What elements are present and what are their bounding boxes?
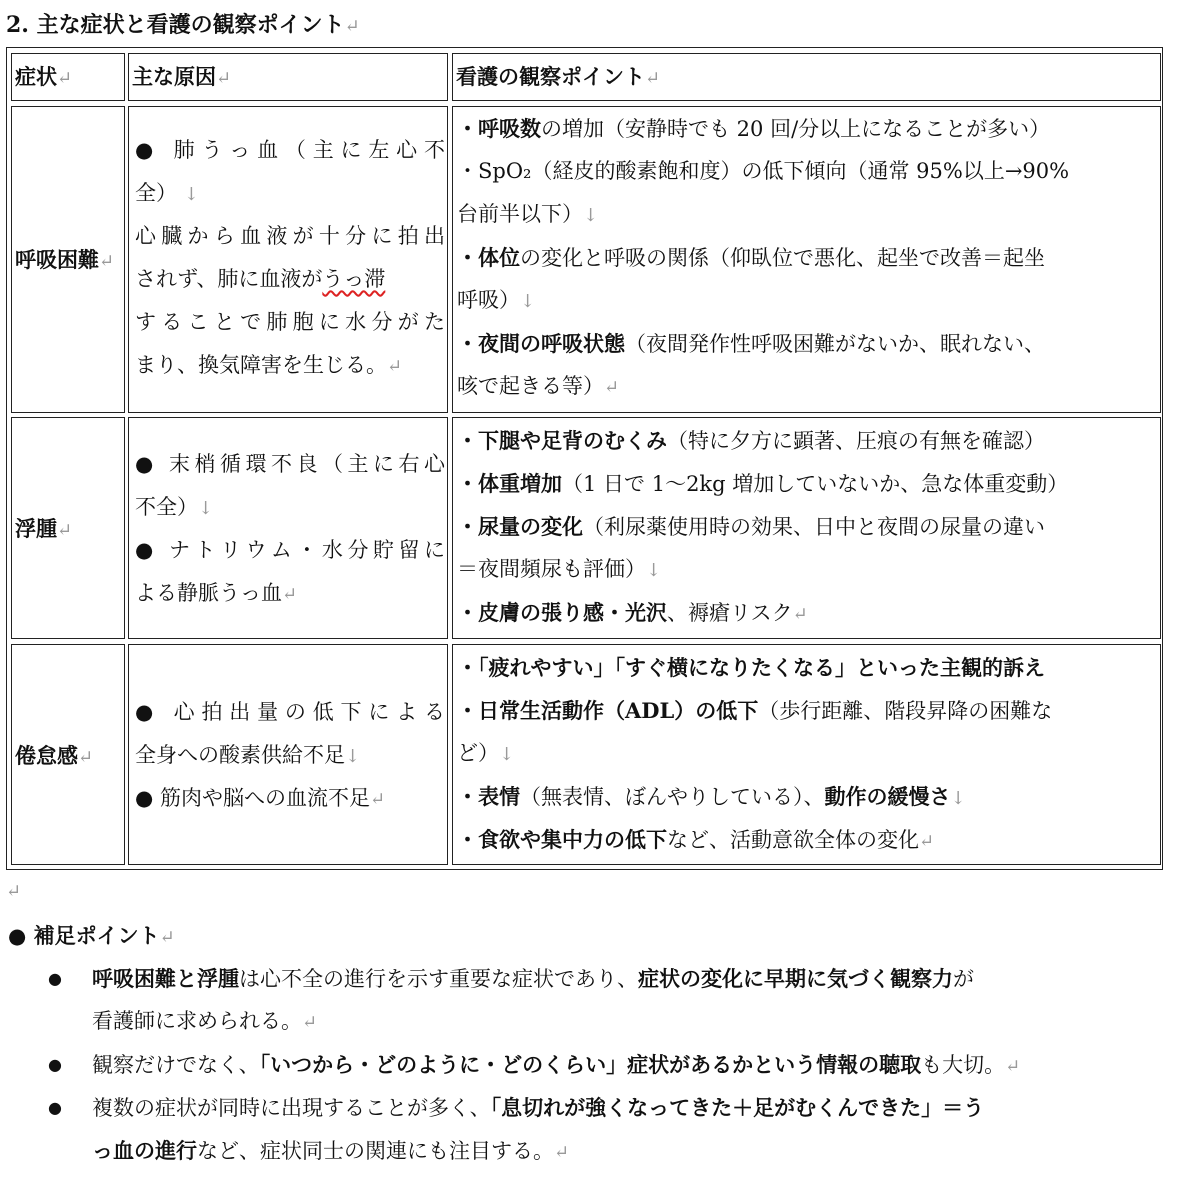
header-observation: 看護の観察ポイント↵	[452, 53, 1161, 101]
supplementary-heading: ● 補足ポイント↵	[8, 923, 175, 948]
table-row-cause: ● 肺うっ血（主に左心不 全） ↓ 心臓から血液が十分に拍出 されず、肺に血液がうっ滞 することで肺胞に水分がた まり、換気障害を生じる。↵	[128, 106, 448, 413]
table-row-cause: ● 末梢循環不良（主に右心 不全）↓ ● ナトリウム・水分貯留に よる静脈うっ血↵	[128, 417, 448, 639]
table-row-observation: ・呼吸数の増加（安静時でも 20 回/分以上になることが多い） ・SpO₂（経皮的酸素飽和度）の低下傾向（通常 95%以上→90% 台前半以下）↓ ・体位の変化と呼吸の関係（仰臥位で悪化、起坐で改善＝起坐 呼吸）↓ ・夜間の呼吸状態（夜間発作性呼吸困難がないか、眠れない、 咳で起きる等）↵	[452, 106, 1161, 413]
table-row-symptom: 倦怠感↵	[11, 644, 125, 865]
table-row-cause: ● 心拍出量の低下による 全身への酸素供給不足↓ ● 筋肉や脳への血流不足↵	[128, 644, 448, 865]
header-cause: 主な原因↵	[128, 53, 448, 101]
list-item: ● 複数の症状が同時に出現することが多く、「息切れが強くなってきた＋足がむくんできた」＝う っ血の進行など、症状同士の関連にも注目する。↵	[48, 1095, 985, 1163]
empty-paragraph: ↵	[6, 881, 22, 902]
header-symptom: 症状↵	[11, 53, 125, 101]
table-row-symptom: 浮腫↵	[11, 417, 125, 639]
section-heading: 2. 主な症状と看護の観察ポイント↵	[6, 12, 360, 38]
symptom-table	[6, 47, 1163, 870]
table-row-observation: ・「疲れやすい」「すぐ横になりたくなる」といった主観的訴え ・日常生活動作（ADL）の低下（歩行距離、階段昇降の困難な ど）↓ ・表情（無表情、ぼんやりしている）、動作の緩慢さ↓ ・食欲や集中力の低下など、活動意欲全体の変化↵	[452, 644, 1161, 865]
supplementary-list	[48, 957, 1168, 1172]
table-row-symptom: 呼吸困難↵	[11, 106, 125, 413]
table-row-observation: ・下腿や足背のむくみ（特に夕方に顕著、圧痕の有無を確認） ・体重増加（1 日で 1～2kg 増加していないか、急な体重変動） ・尿量の変化（利尿薬使用時の効果、日中と夜間の尿量の違い ＝夜間頻尿も評価）↓ ・皮膚の張り感・光沢、褥瘡リスク↵	[452, 417, 1161, 639]
list-item: ● 呼吸困難と浮腫は心不全の進行を示す重要な症状であり、症状の変化に早期に気づく観察力が 看護師に求められる。↵	[48, 966, 974, 1033]
list-item: ● 観察だけでなく、「いつから・どのように・どのくらい」症状があるかという情報の聴取も大切。↵	[48, 1052, 1021, 1077]
